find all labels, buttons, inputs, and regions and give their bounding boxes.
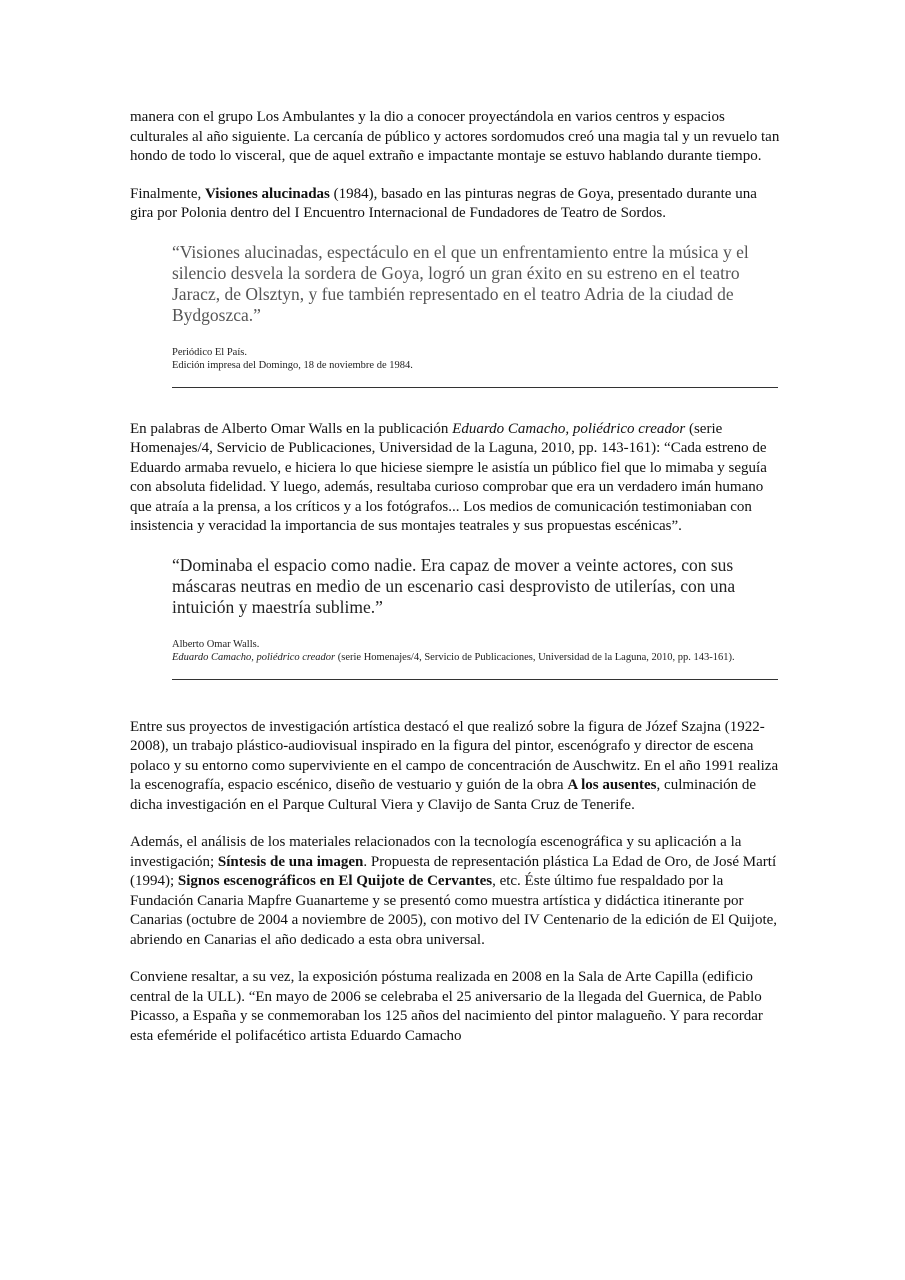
paragraph-exposicion-postuma: Conviene resaltar, a su vez, la exposición póstuma realizada en 2008 en la Sala de Arte Capilla (edificio central de la ULL). “En mayo de 2006 se celebraba el 25 aniversario de la llegada del Guernica, de Pablo Picasso, a España y se conmemoraban los 125 años del nacimiento del pintor malagueño. Y para recordar esta efeméride el polifacético artista Eduardo Camacho [130, 969, 763, 1044]
paragraph-text: Además, el análisis de los materiales relacionados con la tecnología escenográfica y su aplicación a la investigación; [130, 834, 742, 870]
quote-block-walls [172, 555, 778, 680]
paragraph-text: (1984), basado en las pinturas negras de Goya, presentado durante una gira por Polonia dentro del I Encuentro Internacional de Fundadores de Teatro de Sordos. [130, 185, 757, 221]
paragraph-alberto-omar-walls [130, 420, 780, 537]
quote-block-el-pais [172, 242, 778, 388]
paragraph-los-ambulantes: manera con el grupo Los Ambulantes y la dio a conocer proyectándola en varios centros y espacios culturales al año siguiente. La cercanía de público y actores sordomudos creó una magia tal y un revuelo tan hondo de todo lo visceral, que de aquel extraño e impactante montaje se estuvo hablando durante tiempo. [130, 109, 780, 164]
work-title-signos-quijote: Signos escenográficos en El Quijote de Cervantes [177, 873, 493, 889]
paragraph-text: , etc. Éste último fue respaldado por la Fundación Canaria Mapfre Guanarteme y se presentó como muestra artística y didáctica itinerante por Canarias (octubre de 2004 a noviembre de 2005), con motivo del IV Centenario de la edición de El Quijote, abriendo en Canarias el año dedicado a esta obra universal. [130, 873, 778, 948]
paragraph-text: En palabras de Alberto Omar Walls en la publicación [130, 420, 453, 437]
quote-source-detail [172, 651, 778, 665]
paragraph-text: , culminación de dicha investigación en el Parque Cultural Viera y Clavijo de Santa Cruz de Tenerife. [130, 777, 757, 813]
paragraph-visiones-alucinadas [130, 185, 780, 224]
quote-source-name: Periódico El País. [172, 346, 247, 358]
spacer [130, 680, 780, 718]
work-title-visiones-alucinadas: Visiones alucinadas [205, 185, 330, 202]
paragraph-materiales-escenograficos [130, 833, 780, 950]
quote-text: “Visiones alucinadas, espectáculo en el que un enfrentamiento entre la música y el silencio desvela la sordera de Goya, logró un gran éxito en su estreno en el teatro Jaracz, de Olsztyn, y fue también representado en el teatro Adria de la ciudad de Bydgoszca.” [172, 241, 749, 325]
source-text: (serie Homenajes/4, Servicio de Publicaciones, Universidad de la Laguna, 2010, pp. 143-161). [335, 652, 735, 663]
paragraph-text: (serie Homenajes/4, Servicio de Publicaciones, Universidad de la Laguna, 2010, pp. 143-161): “Cada estreno de Eduardo armaba revuelo, e hiciera lo que hiciese siempre le asistía un público fiel que lo mimaba y seguía con absoluta fidelidad. Y luego, además, resultaba curioso comprobar que era un verdadero imán humano que atraía a la prensa, a los críticos y a los fotógrafos... Los medios de comunicación testimoniaban con insistencia y veracidad la importancia de sus montajes teatrales y sus propuestas escénicas”. [130, 420, 767, 534]
document-page [130, 108, 780, 1064]
quote-text: “Dominaba el espacio como nadie. Era capaz de mover a veinte actores, con sus máscaras neutras en medio de un escenario casi desprovisto de utilerías, con una intuición y maestría sublime.” [172, 554, 736, 617]
paragraph-text: Finalmente, [130, 185, 205, 202]
work-title-sintesis: Síntesis de una imagen [217, 853, 364, 870]
work-title-a-los-ausentes: A los ausentes [567, 777, 657, 793]
publication-title: Eduardo Camacho, poliédrico creador [172, 652, 336, 663]
quote-source-detail: Edición impresa del Domingo, 18 de noviembre de 1984. [172, 360, 413, 371]
spacer [130, 388, 780, 420]
paragraph-jozef-szajna [130, 718, 780, 816]
publication-title: Eduardo Camacho, poliédrico creador [452, 420, 686, 437]
paragraph-text: Entre sus proyectos de investigación artística destacó el que realizó sobre la figura de Józef Szajna (1922-2008), un trabajo plástico-audiovisual inspirado en la figura del pintor, escenógrafo y director de escena polaco y su entorno como superviviente en el campo de concentración de Auschwitz. En el año 1991 realiza la escenografía, espacio escénico, diseño de vestuario y guión de la obra [130, 718, 779, 793]
quote-source-name: Alberto Omar Walls. [172, 638, 260, 650]
paragraph-text: . Propuesta de representación plástica La Edad de Oro, de José Martí (1994); [130, 853, 777, 889]
